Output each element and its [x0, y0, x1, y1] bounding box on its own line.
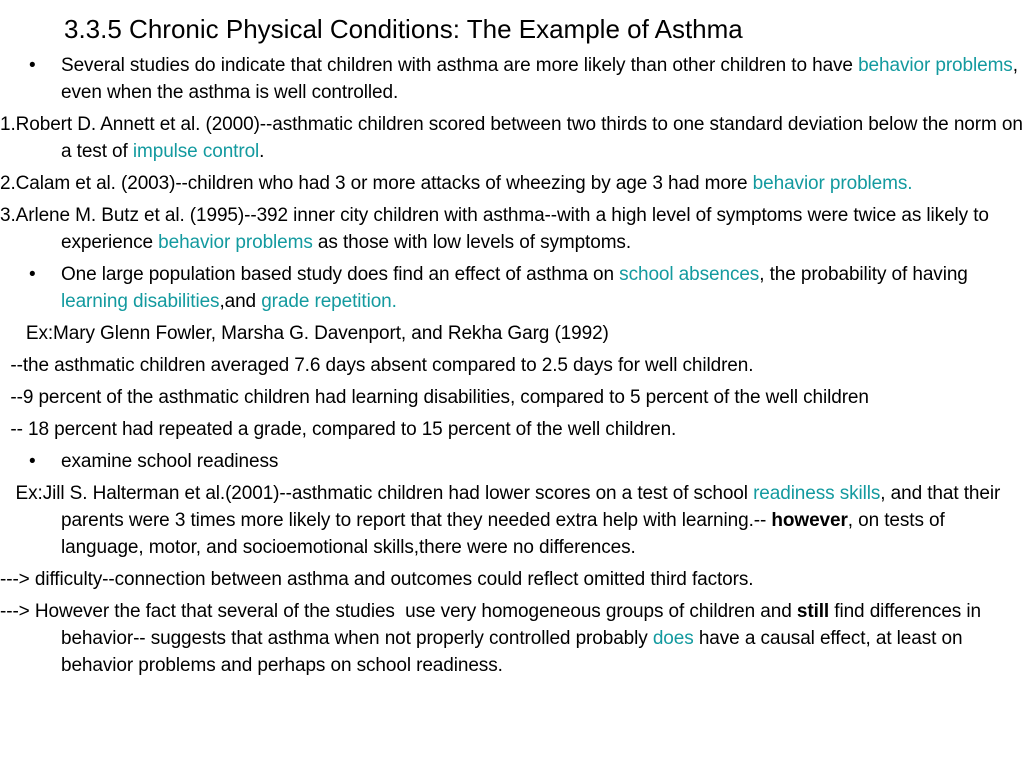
text-segment: examine school readiness	[61, 451, 279, 472]
item-lead: 3.	[0, 205, 16, 226]
text-segment: Several studies do indicate that children with asthma are more likely than other children to have	[61, 55, 859, 76]
text-segment: .	[259, 141, 265, 162]
bullet-point	[0, 261, 1024, 315]
highlighted-term: grade repetition.	[261, 291, 397, 312]
list-item	[0, 416, 1024, 443]
highlighted-term: does	[652, 628, 694, 649]
text-segment: find differences in behavior-- suggests that asthma when not properly controlled probably	[61, 601, 987, 649]
text-segment: ,and	[219, 291, 262, 312]
highlighted-term: behavior problems	[158, 232, 313, 253]
highlighted-term: behavior problems	[858, 55, 1013, 76]
list-item	[0, 598, 1024, 679]
slide-title: 3.3.5 Chronic Physical Conditions: The Example of Asthma	[64, 14, 743, 44]
list-item	[0, 480, 1024, 561]
highlighted-term: behavior problems.	[752, 173, 913, 194]
list-item	[0, 170, 1024, 197]
text-segment: ---> However the fact that several of the studies use very homogeneous groups of children and	[0, 601, 797, 622]
emphasis-text: however	[771, 510, 848, 531]
text-segment: Arlene M. Butz et al. (1995)--392 inner city children with asthma--with a high level of symptoms were twice as likely to experience	[15, 205, 995, 253]
highlighted-term: learning disabilities	[61, 291, 220, 312]
list-item	[0, 111, 1024, 165]
bullet-point	[0, 448, 1024, 475]
text-segment: Robert D. Annett et al. (2000)--asthmatic children scored between two thirds to one standard deviation below the norm on a test of	[15, 114, 1023, 162]
text-segment: have a causal effect, at least on behavior problems and perhaps on school readiness.	[61, 628, 968, 676]
item-lead	[0, 323, 26, 344]
list-item	[0, 202, 1024, 256]
emphasis-text: still	[796, 601, 830, 622]
bullet-marker: •	[29, 451, 36, 472]
text-segment: --the asthmatic children averaged 7.6 days absent compared to 2.5 days for well children.	[10, 355, 754, 376]
list-item	[0, 320, 1024, 347]
text-segment: Ex:Mary Glenn Fowler, Marsha G. Davenport, and Rekha Garg (1992)	[25, 323, 609, 344]
list-item	[0, 384, 1024, 411]
list-item	[0, 352, 1024, 379]
item-lead: 1.	[0, 114, 16, 135]
highlighted-term: impulse control	[132, 141, 260, 162]
list-item	[0, 566, 1024, 593]
text-segment: Calam et al. (2003)--children who had 3 or more attacks of wheezing by age 3 had more	[15, 173, 753, 194]
highlighted-term: school absences	[619, 264, 760, 285]
text-segment: , and that their parents were 3 times more likely to report that they needed extra help with learning.--	[61, 483, 1006, 531]
item-lead	[0, 419, 10, 440]
bullet-point	[0, 52, 1024, 106]
text-segment: One large population based study does find an effect of asthma on	[61, 264, 620, 285]
item-lead: 2.	[0, 173, 16, 194]
text-segment: -- 18 percent had repeated a grade, compared to 15 percent of the well children.	[10, 419, 677, 440]
text-segment: , even when the asthma is well controlled.	[61, 55, 1024, 103]
text-segment: --9 percent of the asthmatic children had learning disabilities, compared to 5 percent of the well children	[10, 387, 869, 408]
bullet-marker: •	[29, 264, 36, 285]
highlighted-term: readiness skills	[753, 483, 881, 504]
text-segment: as those with low levels of symptoms.	[312, 232, 632, 253]
slide-body	[0, 52, 1024, 679]
text-segment: , on tests of language, motor, and socioemotional skills,there were no differences.	[61, 510, 950, 558]
text-segment: ---> difficulty--connection between asthma and outcomes could reflect omitted third factors.	[0, 569, 754, 590]
text-segment: , the probability of having	[759, 264, 973, 285]
text-segment: Ex:Jill S. Halterman et al.(2001)--asthmatic children had lower scores on a test of school	[15, 483, 754, 504]
bullet-marker: •	[29, 55, 36, 76]
item-lead	[0, 483, 16, 504]
item-lead	[0, 355, 10, 376]
item-lead	[0, 387, 10, 408]
